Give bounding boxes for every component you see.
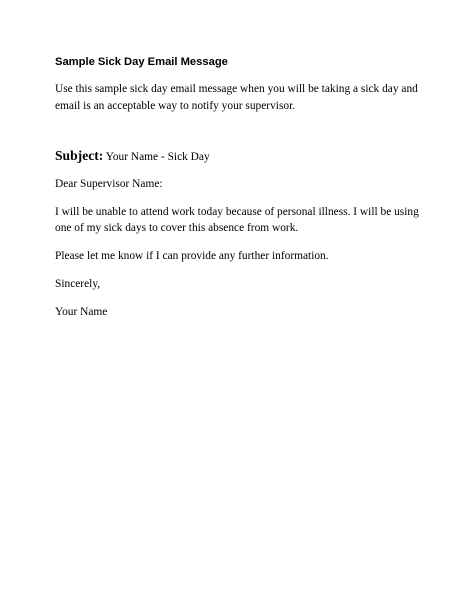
intro-paragraph: Use this sample sick day email message when you will be taking a sick day and email is an acceptable way to notify your supervisor.: [55, 83, 418, 112]
body-paragraph-2: Please let me know if I can provide any further information.: [55, 249, 329, 262]
document-content: [55, 54, 425, 320]
closing: Sincerely,: [55, 278, 101, 290]
subject-label: Subject:: [55, 148, 104, 163]
body-paragraph-1: I will be unable to attend work today because of personal illness. I will be using one of my sick days to cover this absence from work.: [55, 205, 419, 234]
subject-line: [55, 147, 425, 166]
signature: Your Name: [55, 305, 108, 318]
document-heading: Sample Sick Day Email Message: [55, 56, 228, 68]
subject-value: Your Name - Sick Day: [103, 151, 210, 163]
greeting: Dear Supervisor Name:: [55, 178, 163, 190]
